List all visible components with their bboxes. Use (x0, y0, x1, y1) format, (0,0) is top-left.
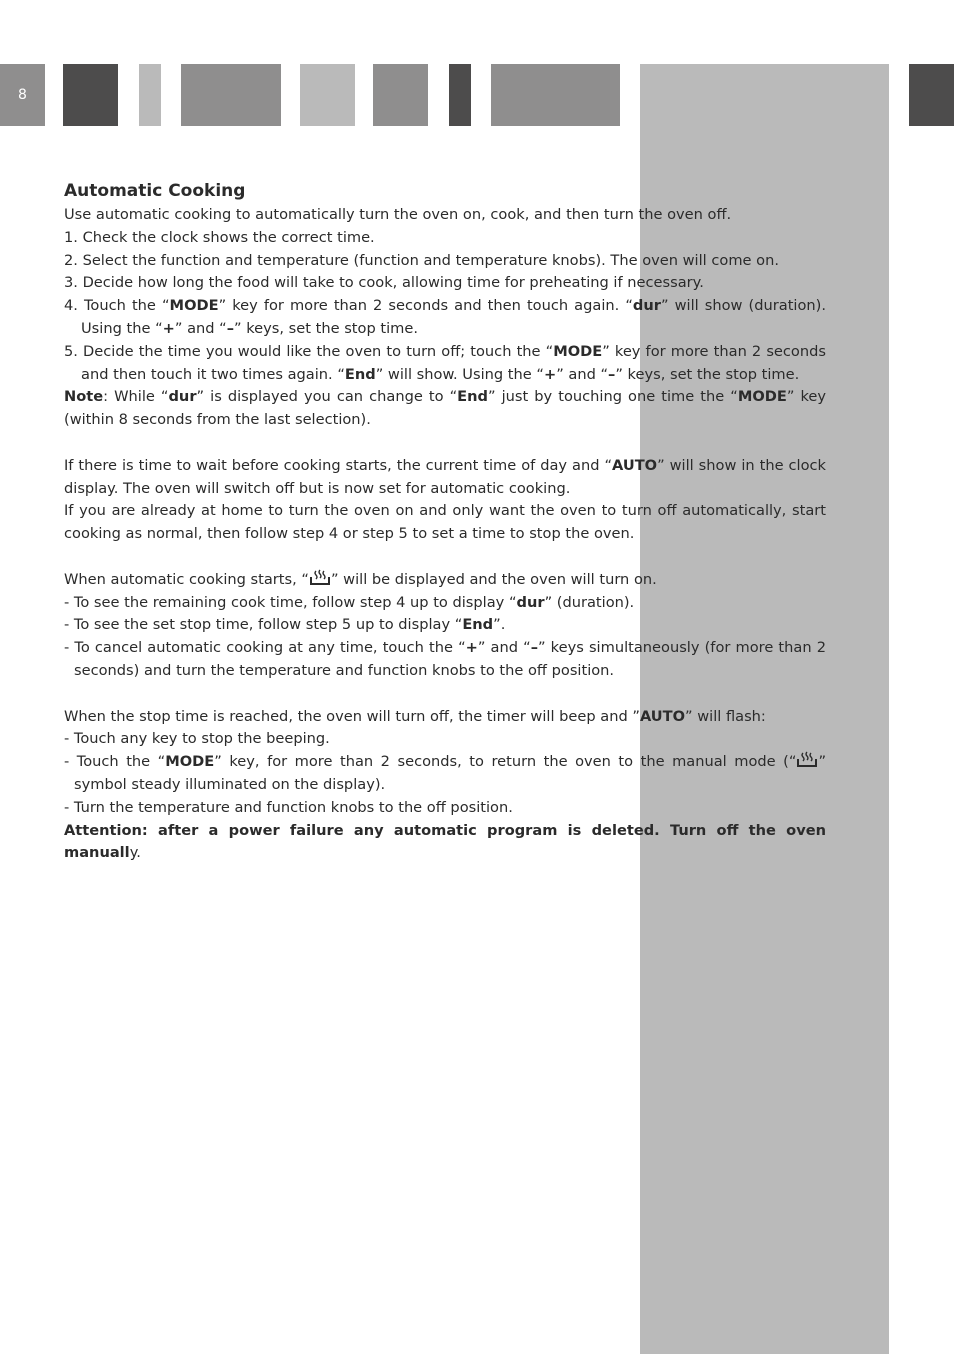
note-label: Note (64, 388, 104, 406)
text: ” symbol steady illuminated on the display). (74, 753, 826, 793)
text: ” (duration). (544, 593, 635, 611)
header-band (491, 64, 620, 126)
text: ” just by touching one time the “ (487, 388, 738, 406)
dur-label: dur (168, 388, 197, 406)
text: ” key (within 8 seconds from the last selection). (64, 388, 827, 429)
minus-key-label: – (226, 319, 235, 337)
plus-key-label: + (465, 639, 478, 657)
header-band (63, 64, 118, 126)
oven-cooking-symbol-icon (309, 569, 331, 587)
bullet-knobs: - Turn the temperature and function knobs to the off position. (64, 798, 513, 816)
mode-key-label: MODE (553, 342, 603, 360)
bullet-remaining (64, 592, 826, 615)
text: ” will show. Using the “ (375, 365, 544, 383)
header-band (373, 64, 428, 126)
text: ” keys, set the stop time. (234, 319, 418, 337)
step-4 (64, 295, 826, 341)
mode-key-label: MODE (165, 753, 215, 771)
text: - To cancel automatic cooking at any time, touch the “ (64, 639, 466, 657)
mode-key-label: MODE (169, 297, 219, 315)
header-band (449, 64, 471, 126)
minus-key-label: – (530, 639, 538, 657)
step-5 (64, 341, 826, 387)
text: ”. (493, 616, 506, 634)
stop-paragraph (64, 706, 826, 729)
text: ” and “ (174, 319, 227, 337)
text: ” key for more than 2 seconds and then touch it two times again. “ (81, 342, 826, 383)
plus-key-label: + (162, 319, 175, 337)
dur-label: dur (632, 297, 661, 315)
starts-paragraph (64, 569, 826, 592)
header-band (139, 64, 161, 126)
text: - To see the remaining cook time, follow step 4 up to display “ (64, 593, 517, 611)
attention-paragraph (64, 820, 826, 866)
header-band (909, 64, 954, 126)
text: ” will be displayed and the oven will turn on. (330, 570, 657, 588)
minus-key-label: – (608, 365, 616, 383)
text: ” keys, set the stop time. (615, 365, 800, 383)
text: ” keys simultaneously (for more than 2 seconds) and turn the temperature and function knobs to the off position. (74, 639, 826, 679)
wait-paragraph (64, 455, 826, 501)
note-paragraph (64, 386, 826, 432)
text: ” will show (duration). Using the “ (81, 297, 826, 337)
text: 5. Decide the time you would like the oven to turn off; touch the “ (64, 342, 554, 360)
intro-paragraph: Use automatic cooking to automatically turn the oven on, cook, and then turn the oven off. (64, 206, 732, 223)
step-3: 3. Decide how long the food will take to cook, allowing time for preheating if necessary. (64, 274, 704, 292)
text: - To see the set stop time, follow step 5 up to display “ (64, 616, 463, 634)
bullet-cancel (64, 637, 826, 683)
section-heading: Automatic Cooking (64, 181, 246, 201)
mode-key-label: MODE (737, 388, 787, 406)
text: - Touch the “ (64, 753, 166, 771)
page-number: 8 (0, 64, 45, 126)
bullet-stop (64, 614, 826, 637)
text: ” is displayed you can change to “ (196, 388, 458, 406)
step-1: 1. Check the clock shows the correct time. (64, 228, 375, 246)
step-2: 2. Select the function and temperature (function and temperature knobs). The oven will come on. (64, 251, 779, 269)
bullet-mode (64, 751, 826, 797)
text: : While “ (103, 388, 169, 406)
auto-label: AUTO (639, 707, 685, 725)
main-content (64, 178, 826, 865)
end-label: End (457, 388, 488, 406)
text: When the stop time is reached, the oven will turn off, the timer will beep and ” (64, 707, 640, 725)
home-paragraph: If you are already at home to turn the oven on and only want the oven to turn off automatically, start cooking as normal, then follow step 4 or step 5 to set a time to stop the oven. (64, 502, 826, 543)
text: ” key, for more than 2 seconds, to return the oven to the manual mode (“ (214, 753, 797, 771)
end-label: End (344, 365, 376, 383)
header-band (181, 64, 281, 126)
bullet-touch: - Touch any key to stop the beeping. (64, 730, 330, 748)
text: ” key for more than 2 seconds and then touch again. “ (218, 297, 633, 315)
text: ” will flash: (685, 707, 766, 725)
text: ” will show in the clock display. The oven will switch off but is now set for automatic cooking. (64, 456, 826, 497)
text: 4. Touch the “ (64, 297, 170, 315)
text: If there is time to wait before cooking starts, the current time of day and “ (64, 456, 613, 474)
plus-key-label: + (543, 365, 557, 383)
text: When automatic cooking starts, “ (64, 570, 309, 588)
text: ” and “ (477, 639, 531, 657)
dur-label: dur (516, 593, 545, 611)
end-label: End (462, 616, 494, 634)
oven-cooking-symbol-icon (796, 751, 818, 769)
text: ” and “ (556, 365, 609, 383)
attention-text: Attention: after a power failure any automatic program is deleted. Turn off the oven manuall (64, 821, 826, 862)
text: y. (129, 844, 141, 862)
auto-label: AUTO (612, 456, 658, 474)
header-band (300, 64, 355, 126)
